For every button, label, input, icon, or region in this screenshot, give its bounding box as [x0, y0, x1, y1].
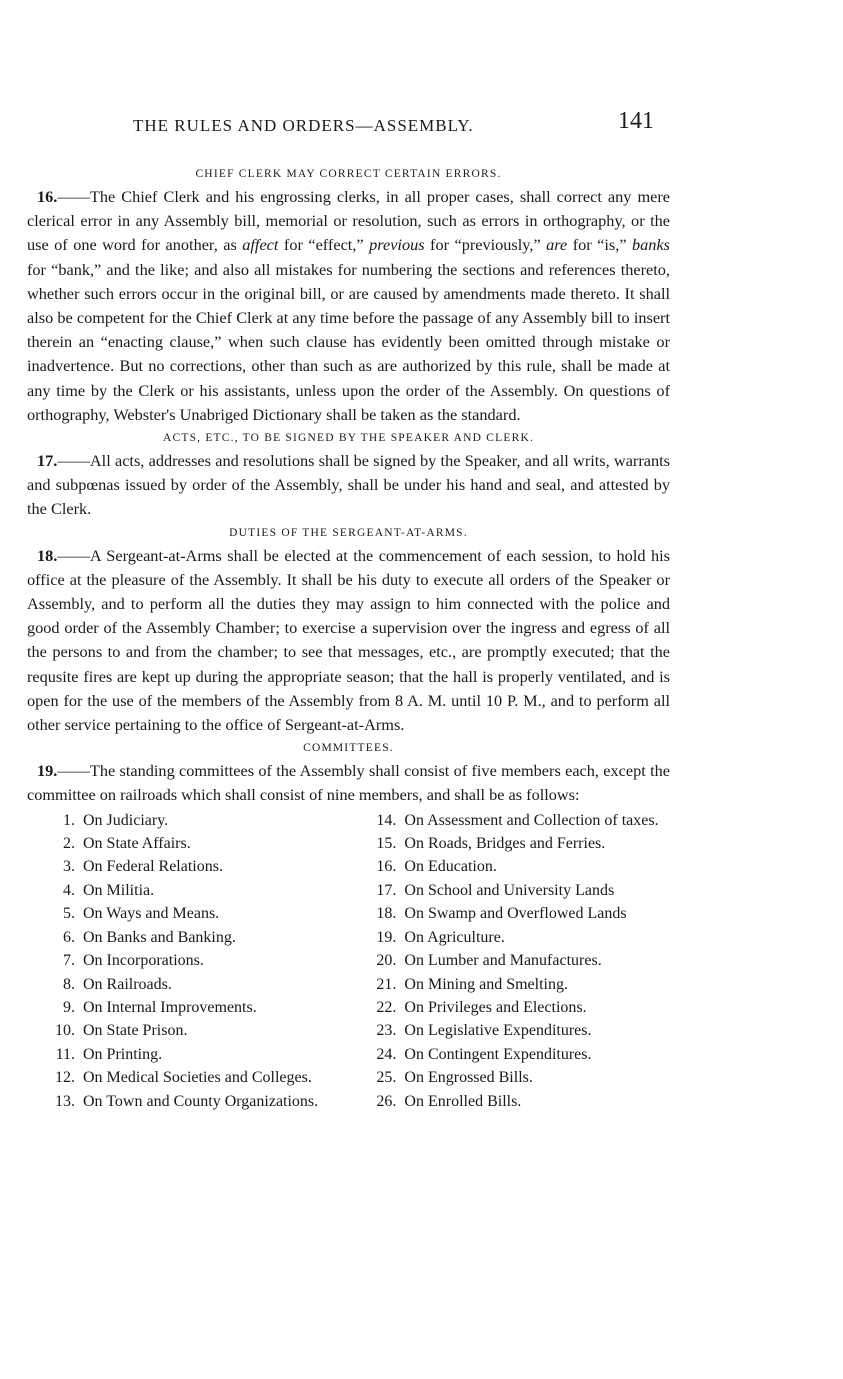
- committee-name: On Engrossed Bills.: [404, 1069, 533, 1087]
- committee-item: [52, 1066, 368, 1089]
- italic-word: banks: [632, 235, 670, 255]
- committee-name: On Privileges and Elections.: [404, 998, 587, 1016]
- committee-name: On Militia.: [83, 881, 155, 899]
- page-number: 141: [618, 108, 654, 134]
- committee-item: [52, 902, 368, 925]
- committee-item: [52, 855, 368, 878]
- committee-number: 16.: [376, 858, 397, 876]
- committee-name: On State Prison.: [83, 1022, 188, 1040]
- committee-name: On Federal Relations.: [83, 858, 223, 876]
- committee-name: On Assessment and Collection of taxes.: [404, 811, 659, 829]
- committee-item: [368, 809, 670, 832]
- committee-number: 20.: [376, 952, 397, 970]
- rule-text: ——A Sergeant-at-Arms shall be elected at the commencement of each session, to hold his office at the pleasure of the Assembly. It shall be his duty to execute all orders of the Speaker or Assembly, and to perform all the duties they may assign to him connected with the police and good order of the Assembly Chamber; to exercise a supervision over the ingress and egress of all the persons to and from the chamber; to see that messages, etc., are promptly executed; that the requsite fires are kept up during the appropriate season; that the hall is properly ventilated, and is open for the use of the members of the Assembly from 8 A. M. until 10 P. M., and to perform all other service pertaining to the office of Sergeant-at-Arms.: [27, 545, 670, 735]
- italic-word: previous: [369, 235, 425, 255]
- committee-number: 17.: [376, 881, 397, 899]
- committee-item: [368, 902, 670, 925]
- committee-number: 22.: [376, 998, 397, 1016]
- rule-text: ——The standing committees of the Assembly shall consist of five members each, except the committee on railroads which shall consist of nine members, and shall be as follows:: [27, 761, 670, 805]
- committee-number: 9.: [63, 998, 75, 1016]
- committee-number: 19.: [376, 928, 397, 946]
- committee-name: On Printing.: [83, 1045, 163, 1063]
- committee-name: On Legislative Expenditures.: [404, 1022, 592, 1040]
- document-body: [27, 163, 670, 1113]
- committee-number: 24.: [376, 1045, 397, 1063]
- rule-text: ——All acts, addresses and resolutions shall be signed by the Speaker, and all writs, warrants and subpœnas issued by order of the Assembly, shall be under his hand and seal, and attested by the Clerk.: [27, 451, 670, 519]
- committee-number: 12.: [55, 1069, 75, 1087]
- committee-number: 21.: [376, 975, 397, 993]
- committee-number: 18.: [376, 905, 397, 923]
- italic-word: affect: [242, 235, 279, 255]
- committee-number: 25.: [376, 1069, 397, 1087]
- section-heading: CHIEF CLERK MAY CORRECT CERTAIN ERRORS.: [195, 168, 502, 180]
- committee-item: [368, 832, 670, 855]
- rule-paragraph: [27, 449, 670, 522]
- committee-number: 11.: [55, 1045, 75, 1063]
- committee-item: [368, 855, 670, 878]
- rule-paragraph: [27, 759, 670, 807]
- rule-paragraph: [27, 544, 670, 738]
- committee-name: On Town and County Organizations.: [83, 1092, 319, 1110]
- committee-item: [368, 926, 670, 949]
- committee-number: 10.: [55, 1022, 75, 1040]
- committee-item: [52, 879, 368, 902]
- committee-item: [368, 949, 670, 972]
- rule-number: 16.: [37, 187, 58, 206]
- rule-text: ——The Chief Clerk and his engrossing clerks, in all proper cases, shall correct any mere clerical error in any Assembly bill, memorial or resolution, such as errors in orthography, or the use of one word for another, as: [27, 187, 670, 255]
- committee-name: On Swamp and Overflowed Lands: [404, 905, 627, 923]
- committee-name: On Roads, Bridges and Ferries.: [404, 835, 606, 853]
- committee-name: On Enrolled Bills.: [404, 1092, 522, 1110]
- committee-number: 15.: [376, 835, 397, 853]
- committee-item: [52, 1090, 368, 1113]
- committee-name: On State Affairs.: [83, 835, 191, 853]
- committee-name: On Education.: [404, 858, 497, 876]
- committee-item: [52, 1043, 368, 1066]
- committee-item: [52, 1019, 368, 1042]
- committee-name: On Mining and Smelting.: [404, 975, 568, 993]
- committee-item: [52, 996, 368, 1019]
- committee-number: 2.: [63, 835, 75, 853]
- committee-item: [368, 879, 670, 902]
- committee-number: 4.: [63, 881, 75, 899]
- committee-number: 13.: [55, 1092, 75, 1110]
- committee-name: On Agriculture.: [404, 928, 505, 946]
- committee-name: On School and University Lands: [404, 881, 615, 899]
- committee-number: 1.: [63, 811, 75, 829]
- committee-item: [368, 996, 670, 1019]
- committee-item: [368, 1019, 670, 1042]
- committee-name: On Contingent Expenditures.: [404, 1045, 592, 1063]
- rule-text: for “bank,” and the like; and also all mistakes for numbering the sections and references thereto, whether such errors occur in the original bill, or are caused by amendments made thereto. It shall also be competent for the Chief Clerk at any time before the passage of any Assembly bill to insert therein an “enacting clause,” when such clause has evidently been omitted through mistake or inadvertence. But no corrections, other than such as are authorized by this rule, shall be made at any time by the Clerk or his assistants, unless upon the order of the Assembly. On questions of orthography, Webster's Unabriged Dictionary shall be taken as the standard.: [27, 259, 670, 424]
- committee-number: 23.: [376, 1022, 397, 1040]
- rule-text: for “is,”: [567, 235, 633, 255]
- committee-name: On Incorporations.: [83, 952, 204, 970]
- committee-number: 6.: [63, 928, 75, 946]
- committee-number: 7.: [63, 952, 75, 970]
- italic-word: are: [546, 235, 568, 255]
- rule-number: 18.: [37, 545, 58, 565]
- section-heading: DUTIES OF THE SERGEANT-AT-ARMS.: [229, 526, 468, 539]
- committee-number: 3.: [63, 858, 75, 876]
- section-heading: ACTS, ETC., TO BE SIGNED BY THE SPEAKER AND CLERK.: [162, 432, 535, 445]
- committee-number: 14.: [376, 811, 397, 829]
- committee-item: [52, 926, 368, 949]
- committee-item: [368, 1066, 670, 1089]
- rule-number: 17.: [37, 451, 58, 471]
- committee-item: [52, 809, 368, 832]
- committee-lists: [27, 809, 670, 1113]
- committee-item: [52, 949, 368, 972]
- committee-number: 26.: [376, 1092, 397, 1110]
- committee-list-right: [368, 809, 670, 1113]
- committee-list-left: [27, 809, 368, 1113]
- committee-name: On Medical Societies and Colleges.: [83, 1069, 312, 1087]
- committee-item: [368, 1043, 670, 1066]
- committee-item: [368, 973, 670, 996]
- committee-item: [52, 832, 368, 855]
- committee-name: On Railroads.: [83, 975, 172, 993]
- committee-number: 8.: [63, 975, 75, 993]
- committee-name: On Internal Improvements.: [83, 998, 257, 1016]
- committee-name: On Judiciary.: [83, 811, 169, 829]
- rule-text: for “previously,”: [424, 235, 547, 255]
- rule-text: for “effect,”: [278, 235, 370, 255]
- committee-item: [52, 973, 368, 996]
- committee-number: 5.: [63, 905, 75, 923]
- committee-item: [368, 1090, 670, 1113]
- committee-name: On Ways and Means.: [83, 905, 220, 923]
- rule-paragraph: [27, 185, 670, 427]
- committee-name: On Lumber and Manufactures.: [404, 952, 602, 970]
- committee-name: On Banks and Banking.: [83, 928, 236, 946]
- section-heading: COMMITTEES.: [303, 742, 394, 755]
- rule-number: 19.: [37, 761, 58, 781]
- running-head: THE RULES AND ORDERS—ASSEMBLY.: [133, 116, 474, 135]
- rules-sections: [27, 163, 670, 808]
